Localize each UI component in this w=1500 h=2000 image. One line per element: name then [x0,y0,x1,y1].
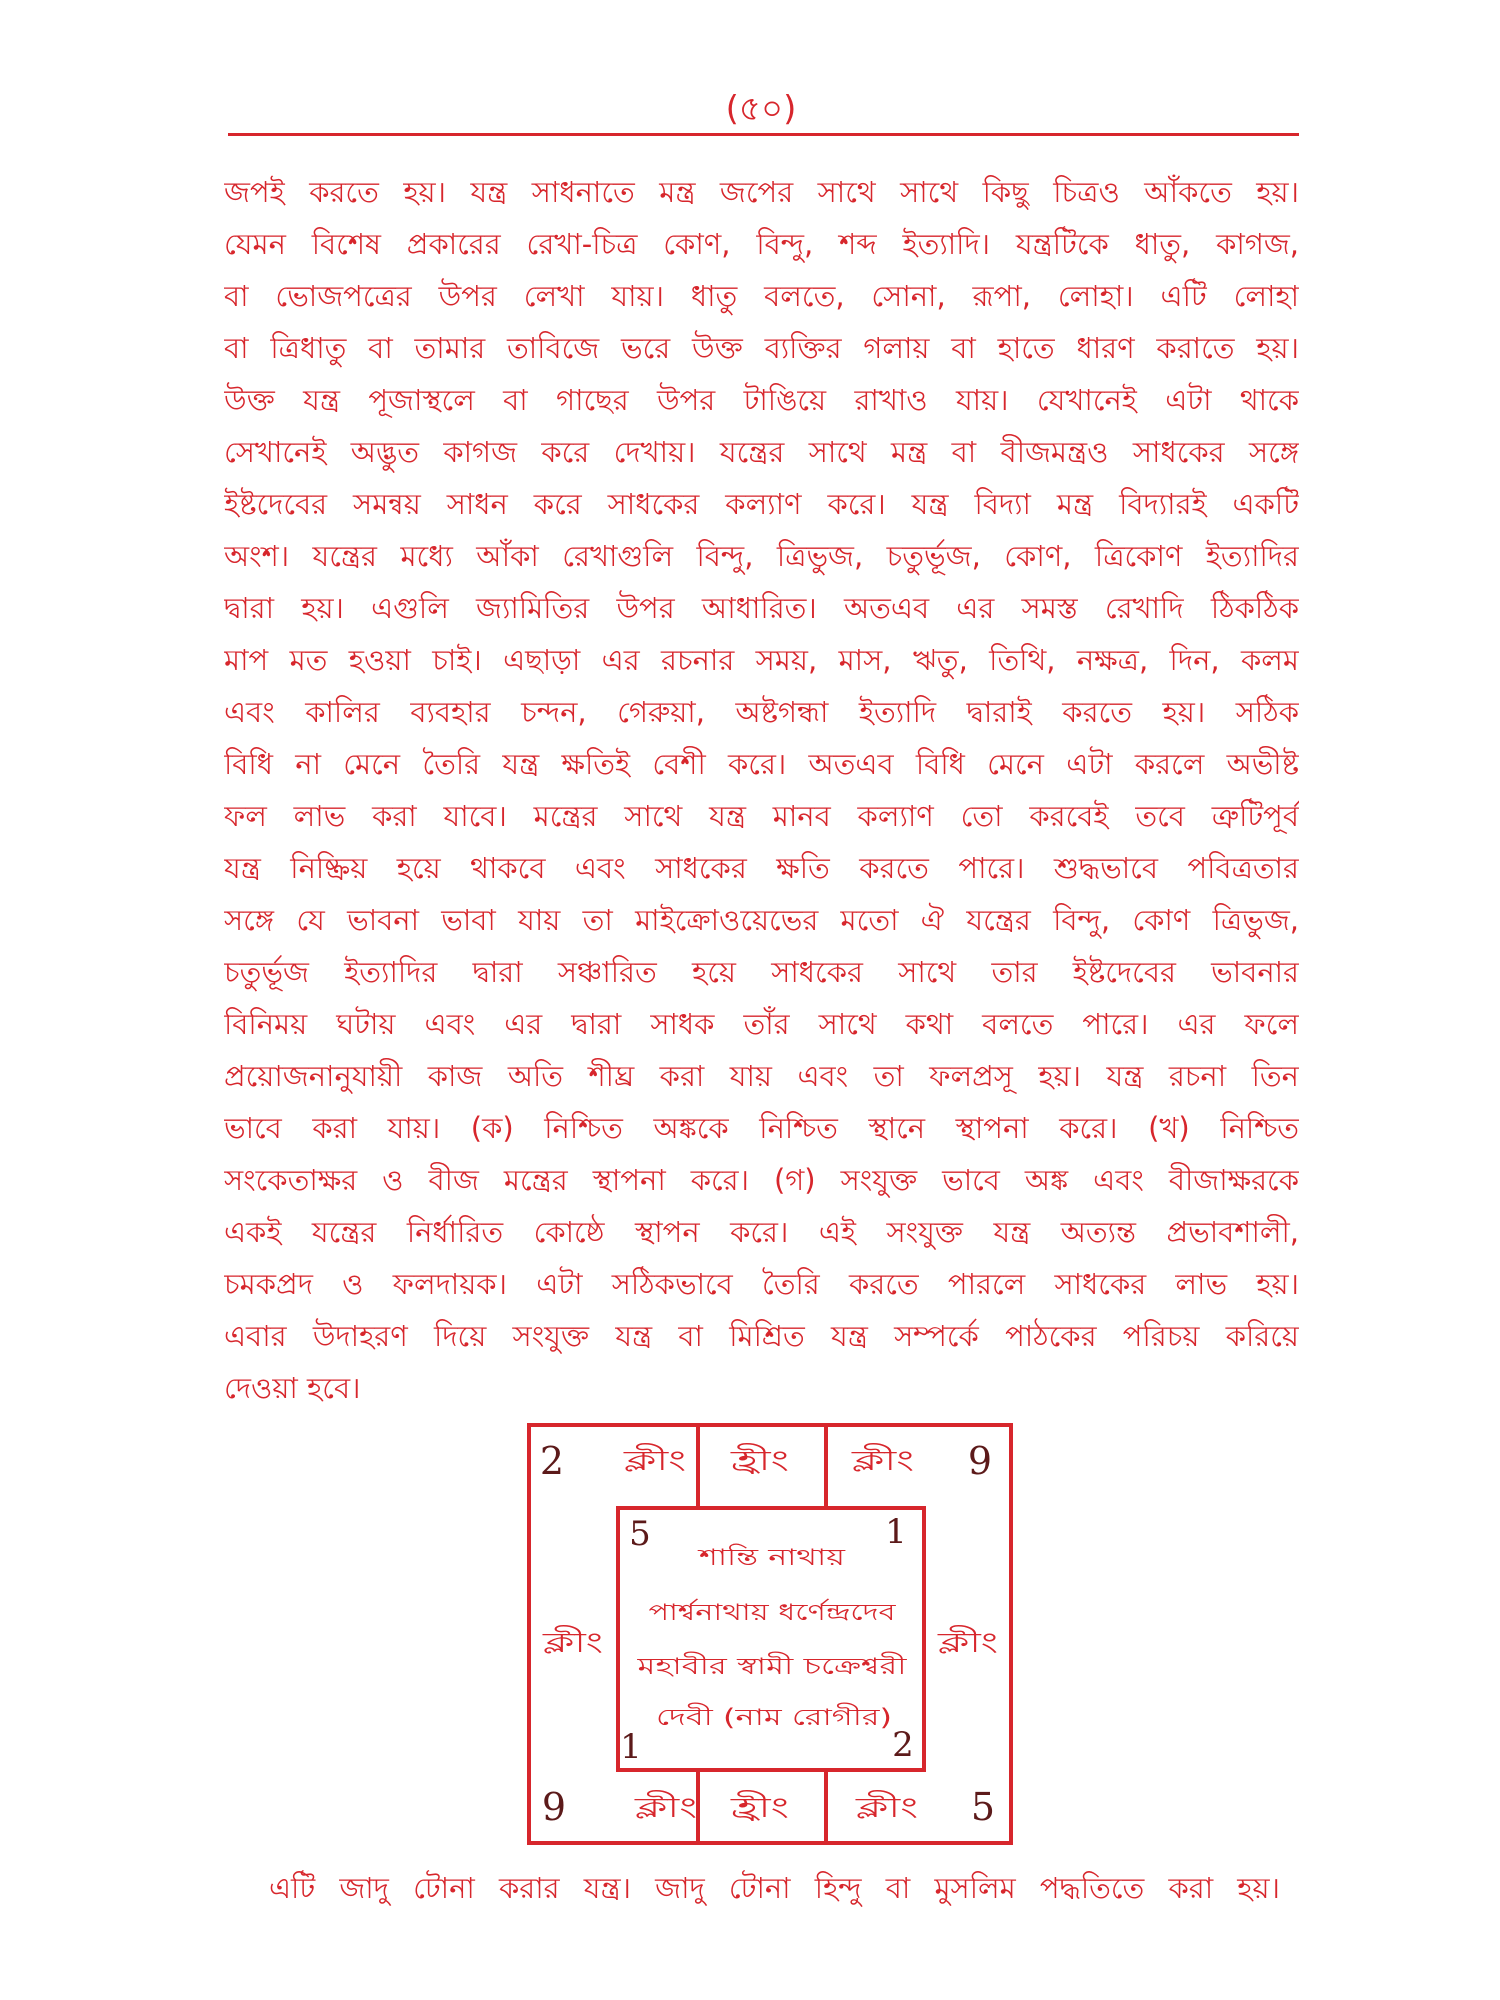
text-line: চতুর্ভূজ ইত্যাদির দ্বারা সঞ্চারিত হয়ে সাধকের সাথে তার ইষ্টদেবের ভাবনার [224,955,1299,989]
text-line: বিধি না মেনে তৈরি যন্ত্র ক্ষতিই বেশী করে। অতএব বিধি মেনে এটা করলে অভীষ্ট [224,747,1299,781]
top-left-bija: ক্লীং [624,1444,666,1477]
bottom-right-number: 5 [970,1785,996,1829]
figure-caption: এটি জাদু টোনা করার যন্ত্র। জাদু টোনা হিন্দু বা মুসলিম পদ্ধতিতে করা হয়। [269,1871,1280,1905]
top-center-bija: হ্রীং [731,1444,770,1477]
middle-left-bija: ক্লীং [543,1626,585,1659]
text-line: যন্ত্র নিষ্ক্রিয় হয়ে থাকবে এবং সাধকের ক্ষতি করতে পারে। শুদ্ধভাবে পবিত্রতার [224,851,1299,885]
top-left-number: 2 [539,1439,565,1483]
middle-right-bija: ক্লীং [938,1626,980,1659]
inner-line: মহাবীর স্বামী চক্রেশ্বরী [637,1654,829,1680]
inner-bottom-right-number: 2 [892,1725,914,1765]
text-line: দেওয়া হবে। [224,1371,361,1405]
inner-bottom-left-number: 1 [620,1727,642,1767]
text-line: বিনিময় ঘটায় এবং এর দ্বারা সাধক তাঁর সাথে কথা বলতে পারে। এর ফলে [224,1007,1299,1041]
text-line: ভাবে করা যায়। (ক) নিশ্চিত অঙ্ককে নিশ্চিত স্থানে স্থাপনা করে। (খ) নিশ্চিত [224,1111,1299,1145]
text-line: বা ভোজপত্রের উপর লেখা যায়। ধাতু বলতে, সোনা, রূপা, লোহা। এটি লোহা [224,279,1299,313]
text-line: সেখানেই অদ্ভুত কাগজ করে দেখায়। যন্ত্রের সাথে মন্ত্র বা বীজমন্ত্রও সাধকের সঙ্গে [224,435,1299,469]
text-line: মাপ মত হওয়া চাই। এছাড়া এর রচনার সময়, মাস, ঋতু, তিথি, নক্ষত্র, দিন, কলম [224,643,1299,677]
text-line: দ্বারা হয়। এগুলি জ্যামিতির উপর আধারিত। অতএব এর সমস্ত রেখাদি ঠিকঠিক [224,591,1299,625]
text-line: এবং কালির ব্যবহার চন্দন, গেরুয়া, অষ্টগন্ধা ইত্যাদি দ্বারাই করতে হয়। সঠিক [224,695,1299,729]
text-line: বা ত্রিধাতু বা তামার তাবিজে ভরে উক্ত ব্যক্তির গলায় বা হাতে ধারণ করাতে হয়। [224,331,1299,365]
bottom-left-number: 9 [541,1785,567,1829]
bottom-center-bija: হ্রীং [731,1791,770,1824]
text-line: প্রয়োজনানুযায়ী কাজ অতি শীঘ্র করা যায় এবং তা ফলপ্রসূ হয়। যন্ত্র রচনা তিন [224,1059,1299,1093]
text-line: সঙ্গে যে ভাবনা ভাবা যায় তা মাইক্রোওয়েভের মতো ঐ যন্ত্রের বিন্দু, কোণ ত্রিভুজ, [224,903,1299,937]
bottom-left-bija: ক্লীং [635,1791,677,1824]
text-line: ইষ্টদেবের সমন্বয় সাধন করে সাধকের কল্যাণ করে। যন্ত্র বিদ্যা মন্ত্র বিদ্যারই একটি [224,487,1299,521]
text-line: এবার উদাহরণ দিয়ে সংযুক্ত যন্ত্র বা মিশ্রিত যন্ত্র সম্পর্কে পাঠকের পরিচয় করিয়ে [224,1319,1299,1353]
body-paragraph [224,166,1299,1414]
header-rule [228,133,1299,136]
inner-line: পার্শ্বনাথায় ধর্ণেন্দ্রদেব [648,1600,836,1626]
text-line: একই যন্ত্রের নির্ধারিত কোষ্ঠে স্থাপন করে। এই সংযুক্ত যন্ত্র অত্যন্ত প্রভাবশালী, [224,1215,1299,1249]
yantra-diagram [510,1410,1030,1860]
text-line: ফল লাভ করা যাবে। মন্ত্রের সাথে যন্ত্র মানব কল্যাণ তো করবেই তবে ত্রুটিপূর্ব [224,799,1299,833]
inner-line: দেবী (নাম রোগীর) [656,1705,826,1731]
inner-line: শান্তি নাথায় [699,1545,805,1571]
text-line: যেমন বিশেষ প্রকারের রেখা-চিত্র কোণ, বিন্দু, শব্দ ইত্যাদি। যন্ত্রটিকে ধাতু, কাগজ, [224,227,1299,261]
text-line: উক্ত যন্ত্র পূজাস্থলে বা গাছের উপর টাঙিয়ে রাখাও যায়। যেখানেই এটা থাকে [224,383,1299,417]
page-number: (৫০) [725,89,797,129]
text-line: অংশ। যন্ত্রের মধ্যে আঁকা রেখাগুলি বিন্দু, ত্রিভুজ, চতুর্ভূজ, কোণ, ত্রিকোণ ইত্যাদির [224,539,1299,573]
top-right-number: 9 [967,1439,993,1483]
text-line: জপই করতে হয়। যন্ত্র সাধনাতে মন্ত্র জপের সাথে সাথে কিছু চিত্রও আঁকতে হয়। [224,175,1299,209]
text-line: চমকপ্রদ ও ফলদায়ক। এটা সঠিকভাবে তৈরি করতে পারলে সাধকের লাভ হয়। [224,1267,1299,1301]
inner-top-right-number: 1 [885,1512,907,1552]
text-line: সংকেতাক্ষর ও বীজ মন্ত্রের স্থাপনা করে। (গ) সংযুক্ত ভাবে অঙ্ক এবং বীজাক্ষরকে [224,1163,1299,1197]
bottom-right-bija: ক্লীং [856,1791,898,1824]
top-right-bija: ক্লীং [852,1444,894,1477]
inner-top-left-number: 5 [629,1514,651,1554]
